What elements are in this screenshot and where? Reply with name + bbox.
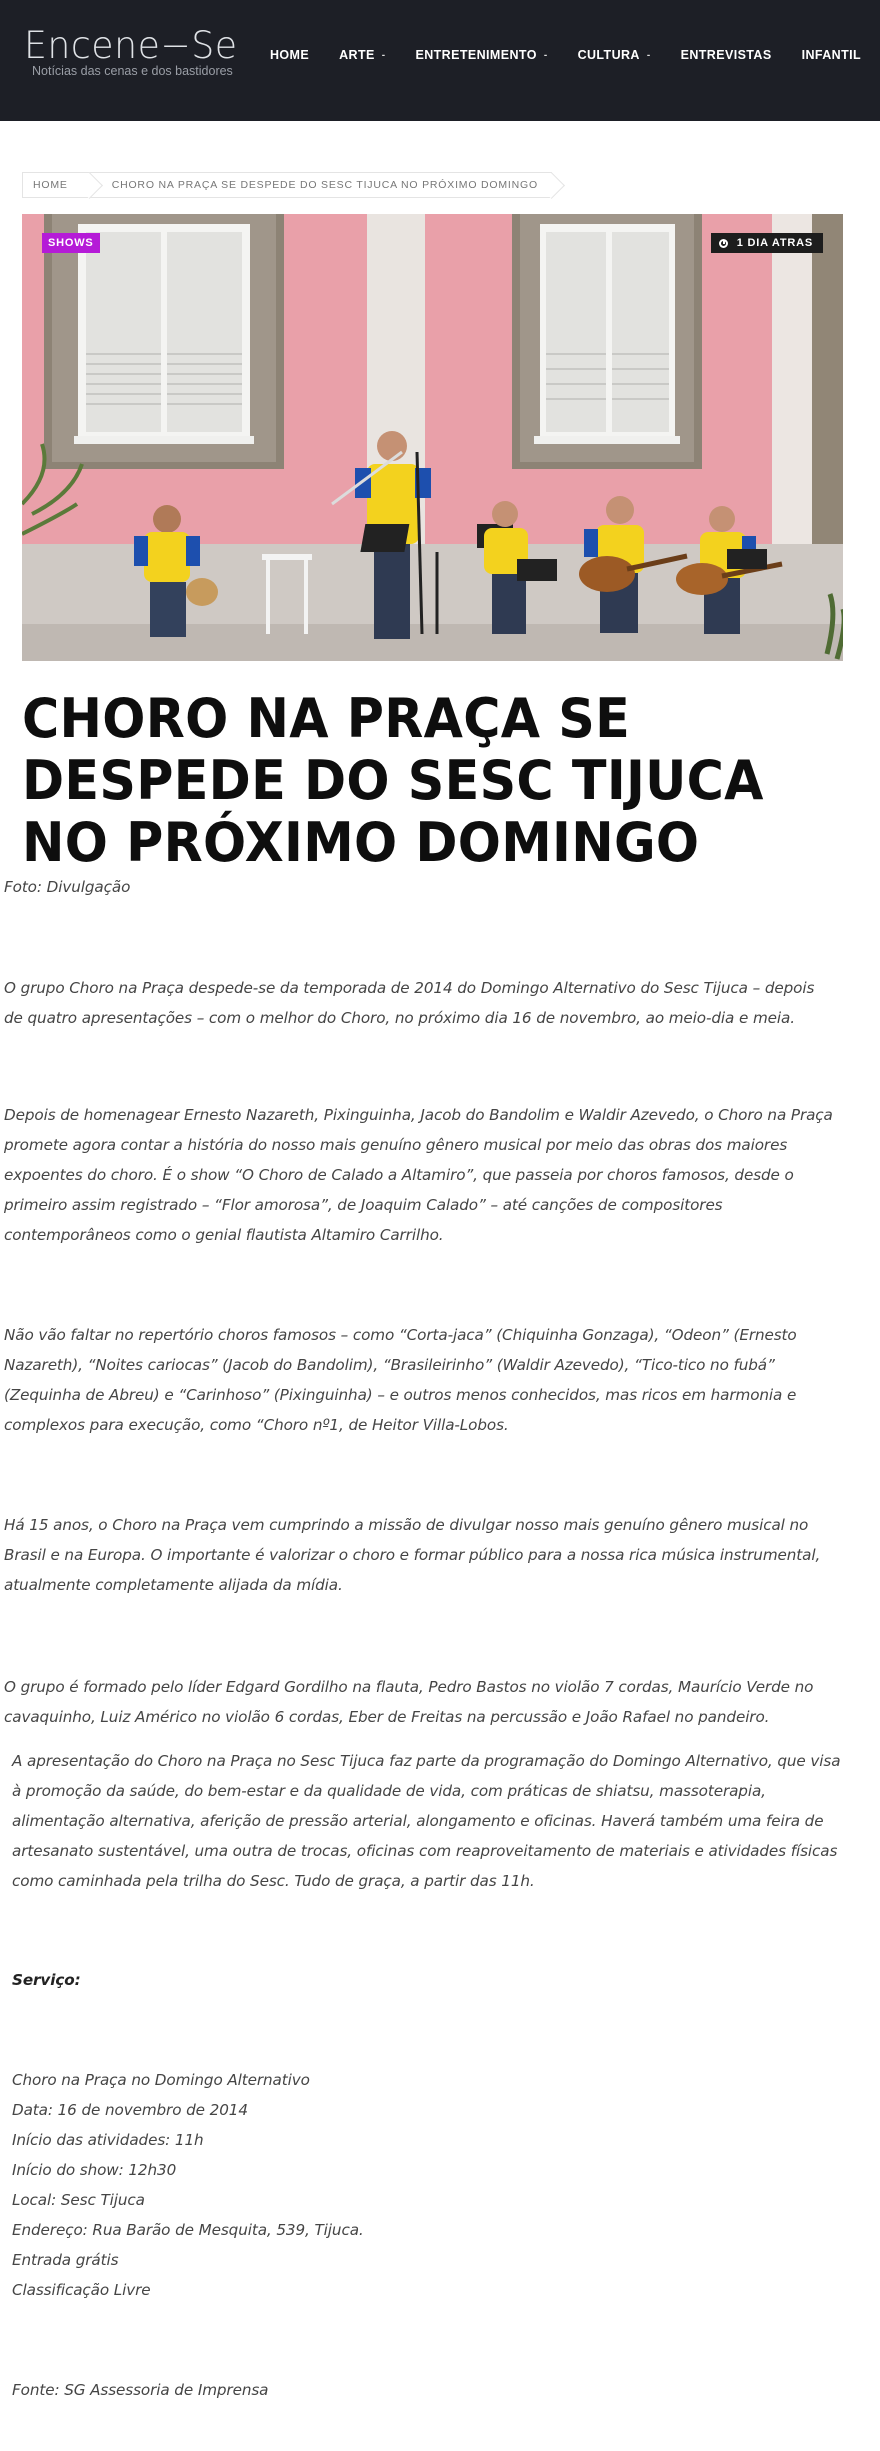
breadcrumb-home-label: HOME xyxy=(33,179,68,191)
clock-icon xyxy=(719,239,728,248)
servico-line: Início das atividades: 11h xyxy=(12,2131,204,2149)
nav-item-arte[interactable] xyxy=(339,48,385,62)
paragraph-5: O grupo é formado pelo líder Edgard Gordilho na flauta, Pedro Bastos no violão 7 cordas, Maurício Verde no cavaquinho, Luiz Américo no violão 6 cordas, Eber de Freitas na percussão e João Rafael no pandeiro. xyxy=(4,1678,814,1726)
nav-item-cultura[interactable] xyxy=(578,48,651,62)
breadcrumb xyxy=(22,172,552,198)
paragraph-6: A apresentação do Choro na Praça no Sesc Tijuca faz parte da programação do Domingo Alternativo, que visa à promoção da saúde, do bem-estar e da qualidade de vida, com práticas de shiatsu, massoterapia, alimentação alternativa, aferição de pressão arterial, alongamento e oficinas. Haverá também uma feira de artesanato sustentável, uma outra de trocas, oficinas com reaproveitamento de materiais e atividades físicas como caminhada pela trilha do Sesc. Tudo de graça, a partir das 11h. xyxy=(12,1752,841,1890)
servico-heading xyxy=(12,1965,842,1995)
nav-item-infantil[interactable] xyxy=(802,48,861,62)
logo-title: Encene−Se xyxy=(24,24,238,67)
servico-line: Entrada grátis xyxy=(12,2251,119,2269)
paragraph-1: O grupo Choro na Praça despede-se da temporada de 2014 do Domingo Alternativo do Sesc Tijuca – depois de quatro apresentações – com o melhor do Choro, no próximo dia 16 de novembro, ao meio-dia e meia. xyxy=(4,979,815,1027)
nav-label: HOME xyxy=(270,48,310,62)
nav-item-home[interactable] xyxy=(270,48,309,62)
paragraph-2: Depois de homenagear Ernesto Nazareth, Pixinguinha, Jacob do Bandolim e Waldir Azevedo, o Choro na Praça promete agora contar a história do nosso mais genuíno gênero musical por meio das obras dos maiores expoentes do choro. É o show “O Choro de Calado a Altamiro”, que passeia por choros famosos, desde o primeiro assim registrado – “Flor amorosa”, de Joaquim Calado” – até canções de compositores contemporâneos como o genial flautista Altamiro Carrilho. xyxy=(4,1106,833,1244)
dropdown-icon: - xyxy=(646,49,651,61)
source-credit: Fonte: SG Assessoria de Imprensa xyxy=(12,2381,269,2399)
breadcrumb-home[interactable] xyxy=(22,172,90,198)
nav-label: CULTURA xyxy=(577,48,640,62)
time-label: 1 DIA ATRAS xyxy=(736,237,813,249)
nav-label: ENTRETENIMENTO xyxy=(415,48,537,62)
breadcrumb-end xyxy=(538,172,565,199)
photo-credit: Foto: Divulgação xyxy=(4,878,131,896)
servico-line: Data: 16 de novembro de 2014 xyxy=(12,2101,248,2119)
hero-photo-illustration xyxy=(22,214,843,661)
breadcrumb-current-label: CHORO NA PRAÇA SE DESPEDE DO SESC TIJUCA NO PRÓXIMO DOMINGO xyxy=(111,179,538,191)
servico-line: Classificação Livre xyxy=(12,2281,151,2299)
breadcrumb-current xyxy=(90,172,552,198)
hero-image xyxy=(22,214,843,661)
paragraph-4: Há 15 anos, o Choro na Praça vem cumprindo a missão de divulgar nosso mais genuíno gênero musical no Brasil e na Europa. O importante é valorizar o choro e formar público para a nossa rica música instrumental, atualmente completamente alijada da mídia. xyxy=(4,1516,821,1594)
servico-line: Local: Sesc Tijuca xyxy=(12,2191,145,2209)
site-logo[interactable] xyxy=(24,26,242,78)
paragraph-3: Não vão faltar no repertório choros famosos – como “Corta-jaca” (Chiquinha Gonzaga), “Odeon” (Ernesto Nazareth), “Noites cariocas” (Jacob do Bandolim), “Brasileirinho” (Waldir Azevedo), “Tico-tico no fubá” (Zequinha de Abreu) e “Carinhoso” (Pixinguinha) – e outros menos conhecidos, mas ricos em harmonia e complexos para execução, como “Choro nº1, de Heitor Villa-Lobos. xyxy=(4,1326,797,1434)
servico-heading-text: Serviço: xyxy=(12,1971,81,1989)
servico-line: Início do show: 12h30 xyxy=(12,2161,177,2179)
site-header xyxy=(0,0,880,121)
nav-label: INFANTIL xyxy=(801,48,862,62)
logo-tagline: Notícias das cenas e dos bastidores xyxy=(32,64,233,78)
dropdown-icon: - xyxy=(543,49,548,61)
servico-line: Endereço: Rua Barão de Mesquita, 539, Tijuca. xyxy=(12,2221,364,2239)
article-title: CHORO NA PRAÇA SE DESPEDE DO SESC TIJUCA NO PRÓXIMO DOMINGO xyxy=(22,687,764,874)
nav-label: ARTE xyxy=(339,48,375,62)
main-nav xyxy=(270,48,880,62)
servico-line: Choro na Praça no Domingo Alternativo xyxy=(12,2071,310,2089)
nav-label: ENTREVISTAS xyxy=(680,48,772,62)
category-badge[interactable]: SHOWS xyxy=(42,233,100,253)
nav-item-entretenimento[interactable] xyxy=(415,48,547,62)
dropdown-icon: - xyxy=(381,49,386,61)
nav-item-entrevistas[interactable] xyxy=(681,48,772,62)
time-badge xyxy=(711,233,823,253)
